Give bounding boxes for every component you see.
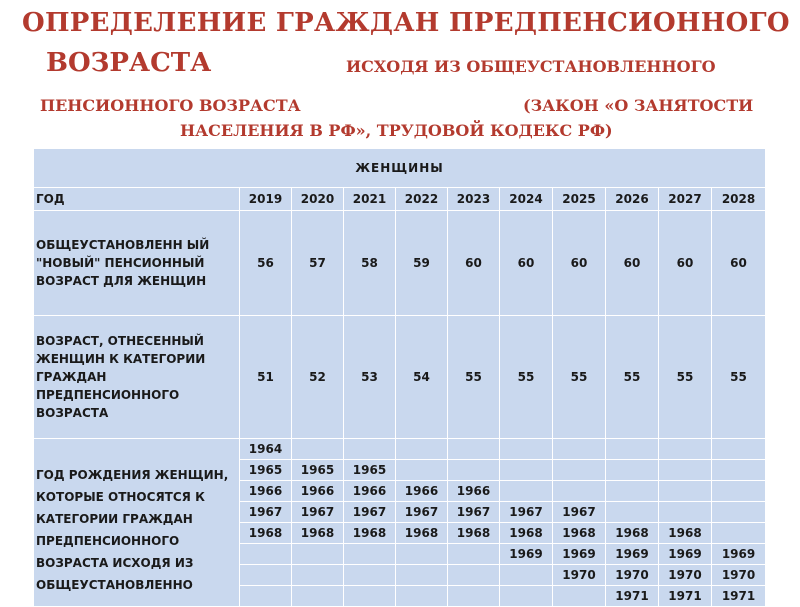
year-header-cell: 2021 bbox=[344, 188, 396, 211]
birth-year-cell: 1968 bbox=[659, 523, 712, 544]
year-header-cell: 2024 bbox=[500, 188, 553, 211]
year-header-cell: 2019 bbox=[240, 188, 292, 211]
birth-year-cell: 1968 bbox=[553, 523, 606, 544]
birth-year-cell bbox=[240, 544, 292, 565]
pre-pension-age-row bbox=[34, 316, 766, 439]
birth-year-cell bbox=[448, 460, 500, 481]
birth-year-cell: 1967 bbox=[240, 502, 292, 523]
birth-year-cell: 1968 bbox=[292, 523, 344, 544]
heading bbox=[0, 0, 800, 148]
pre-pension-age-cell: 52 bbox=[292, 316, 344, 439]
birth-year-cell: 1967 bbox=[500, 502, 553, 523]
birth-year-cell: 1966 bbox=[240, 481, 292, 502]
pension-age-cell: 60 bbox=[659, 211, 712, 316]
year-header-cell: 2027 bbox=[659, 188, 712, 211]
year-header-cell: 2025 bbox=[553, 188, 606, 211]
birth-year-cell bbox=[396, 586, 448, 607]
birth-year-cell bbox=[500, 565, 553, 586]
birth-year-cell: 1965 bbox=[344, 460, 396, 481]
birth-year-cell bbox=[712, 460, 766, 481]
pension-age-cell: 58 bbox=[344, 211, 396, 316]
birth-year-cell: 1971 bbox=[606, 586, 659, 607]
heading-line-2-large: ВОЗРАСТА bbox=[46, 48, 212, 78]
birth-year-cell bbox=[606, 481, 659, 502]
year-header-cell: 2026 bbox=[606, 188, 659, 211]
birth-year-cell bbox=[448, 586, 500, 607]
birth-year-cell bbox=[553, 586, 606, 607]
year-header-cell: 2023 bbox=[448, 188, 500, 211]
heading-line-3-right: (ЗАКОН «О ЗАНЯТОСТИ bbox=[523, 96, 754, 115]
pre-pension-age-cell: 51 bbox=[240, 316, 292, 439]
birth-year-cell: 1967 bbox=[292, 502, 344, 523]
birth-year-cell: 1966 bbox=[292, 481, 344, 502]
birth-year-cell: 1965 bbox=[292, 460, 344, 481]
birth-year-cell: 1966 bbox=[344, 481, 396, 502]
pre-pension-age-cell: 55 bbox=[606, 316, 659, 439]
birth-year-cell: 1970 bbox=[659, 565, 712, 586]
birth-year-cell: 1971 bbox=[659, 586, 712, 607]
pension-age-cell: 60 bbox=[448, 211, 500, 316]
pre-pension-age-cell: 55 bbox=[448, 316, 500, 439]
birth-year-cell bbox=[659, 460, 712, 481]
pension-age-cell: 60 bbox=[553, 211, 606, 316]
birth-year-cell: 1967 bbox=[553, 502, 606, 523]
year-header-cell: 2020 bbox=[292, 188, 344, 211]
birth-year-cell bbox=[344, 586, 396, 607]
pension-age-cell: 59 bbox=[396, 211, 448, 316]
birth-year-cell bbox=[553, 460, 606, 481]
birth-year-cell: 1970 bbox=[712, 565, 766, 586]
year-header-row bbox=[34, 188, 766, 211]
birth-year-cell bbox=[344, 565, 396, 586]
year-header-cell: 2028 bbox=[712, 188, 766, 211]
birth-year-cell: 1968 bbox=[344, 523, 396, 544]
birth-year-cell: 1968 bbox=[606, 523, 659, 544]
birth-year-cell bbox=[396, 544, 448, 565]
pension-age-row bbox=[34, 211, 766, 316]
birth-year-cell: 1966 bbox=[448, 481, 500, 502]
pre-pension-age-label: ВОЗРАСТ, ОТНЕСЕННЫЙ ЖЕНЩИН К КАТЕГОРИИ ГРАЖДАН ПРЕДПЕНСИОННОГО ВОЗРАСТА bbox=[34, 316, 240, 439]
birth-year-cell bbox=[344, 439, 396, 460]
birth-year-cell bbox=[553, 481, 606, 502]
birth-year-cell: 1967 bbox=[396, 502, 448, 523]
birth-year-cell: 1968 bbox=[448, 523, 500, 544]
year-header-cell: 2022 bbox=[396, 188, 448, 211]
birth-year-cell: 1969 bbox=[712, 544, 766, 565]
pre-pension-age-cell: 54 bbox=[396, 316, 448, 439]
birth-year-cell bbox=[500, 439, 553, 460]
banner-row bbox=[34, 149, 766, 188]
pre-pension-age-cell: 55 bbox=[500, 316, 553, 439]
heading-line-4: НАСЕЛЕНИЯ В РФ», ТРУДОВОЙ КОДЕКС РФ) bbox=[180, 121, 613, 140]
birth-year-cell: 1964 bbox=[240, 439, 292, 460]
birth-year-cell bbox=[500, 586, 553, 607]
birth-year-cell bbox=[712, 523, 766, 544]
birth-year-cell bbox=[500, 481, 553, 502]
birth-year-cell bbox=[712, 502, 766, 523]
birth-year-cell: 1970 bbox=[553, 565, 606, 586]
birth-year-cell bbox=[292, 565, 344, 586]
birth-year-cell bbox=[606, 439, 659, 460]
birth-year-cell: 1968 bbox=[240, 523, 292, 544]
birth-year-cell bbox=[448, 439, 500, 460]
pension-age-cell: 57 bbox=[292, 211, 344, 316]
heading-line-3-left: ПЕНСИОННОГО ВОЗРАСТА bbox=[40, 96, 301, 115]
birth-year-cell bbox=[448, 565, 500, 586]
birth-year-cell bbox=[240, 586, 292, 607]
birth-year-cell: 1970 bbox=[606, 565, 659, 586]
pre-pension-age-cell: 55 bbox=[553, 316, 606, 439]
pre-pension-age-cell: 55 bbox=[659, 316, 712, 439]
birth-year-cell bbox=[292, 586, 344, 607]
birth-year-cell: 1967 bbox=[448, 502, 500, 523]
birth-year-cell: 1968 bbox=[500, 523, 553, 544]
birth-year-cell bbox=[606, 460, 659, 481]
birth-year-cell bbox=[712, 439, 766, 460]
birth-year-cell: 1969 bbox=[500, 544, 553, 565]
banner-women: ЖЕНЩИНЫ bbox=[34, 149, 766, 188]
birth-year-cell: 1969 bbox=[606, 544, 659, 565]
pension-age-cell: 60 bbox=[500, 211, 553, 316]
birth-year-cell bbox=[396, 460, 448, 481]
birth-year-row bbox=[34, 439, 766, 460]
birth-year-cell: 1969 bbox=[659, 544, 712, 565]
birth-year-cell bbox=[396, 565, 448, 586]
pre-pension-age-cell: 55 bbox=[712, 316, 766, 439]
birth-year-cell bbox=[553, 439, 606, 460]
birth-year-cell bbox=[396, 439, 448, 460]
pre-pension-age-cell: 53 bbox=[344, 316, 396, 439]
birth-year-cell: 1967 bbox=[344, 502, 396, 523]
birth-year-cell: 1971 bbox=[712, 586, 766, 607]
birth-year-cell bbox=[292, 439, 344, 460]
birth-year-cell: 1969 bbox=[553, 544, 606, 565]
birth-year-cell bbox=[659, 439, 712, 460]
birth-year-cell bbox=[240, 565, 292, 586]
birth-year-cell: 1968 bbox=[396, 523, 448, 544]
heading-line-1: ОПРЕДЕЛЕНИЕ ГРАЖДАН ПРЕДПЕНСИОННОГО bbox=[22, 8, 790, 38]
birth-year-cell bbox=[606, 502, 659, 523]
pension-age-cell: 56 bbox=[240, 211, 292, 316]
year-label: ГОД bbox=[34, 188, 240, 211]
pension-age-label: ОБЩЕУСТАНОВЛЕНН ЫЙ "НОВЫЙ" ПЕНСИОННЫЙ ВОЗРАСТ ДЛЯ ЖЕНЩИН bbox=[34, 211, 240, 316]
birth-year-cell: 1966 bbox=[396, 481, 448, 502]
birth-year-cell bbox=[344, 544, 396, 565]
birth-year-cell bbox=[659, 481, 712, 502]
pension-age-cell: 60 bbox=[606, 211, 659, 316]
heading-line-2-small: ИСХОДЯ ИЗ ОБЩЕУСТАНОВЛЕННОГО bbox=[346, 57, 716, 76]
pension-age-cell: 60 bbox=[712, 211, 766, 316]
birth-year-label: ГОД РОЖДЕНИЯ ЖЕНЩИН, КОТОРЫЕ ОТНОСЯТСЯ К КАТЕГОРИИ ГРАЖДАН ПРЕДПЕНСИОННОГО ВОЗРАСТА ИСХОДЯ ИЗ ОБЩЕУСТАНОВЛЕННО bbox=[34, 439, 240, 607]
birth-year-cell bbox=[712, 481, 766, 502]
birth-year-cell bbox=[500, 460, 553, 481]
birth-year-cell bbox=[292, 544, 344, 565]
birth-year-cell bbox=[448, 544, 500, 565]
birth-year-cell bbox=[659, 502, 712, 523]
women-pension-table bbox=[33, 148, 766, 607]
birth-year-cell: 1965 bbox=[240, 460, 292, 481]
